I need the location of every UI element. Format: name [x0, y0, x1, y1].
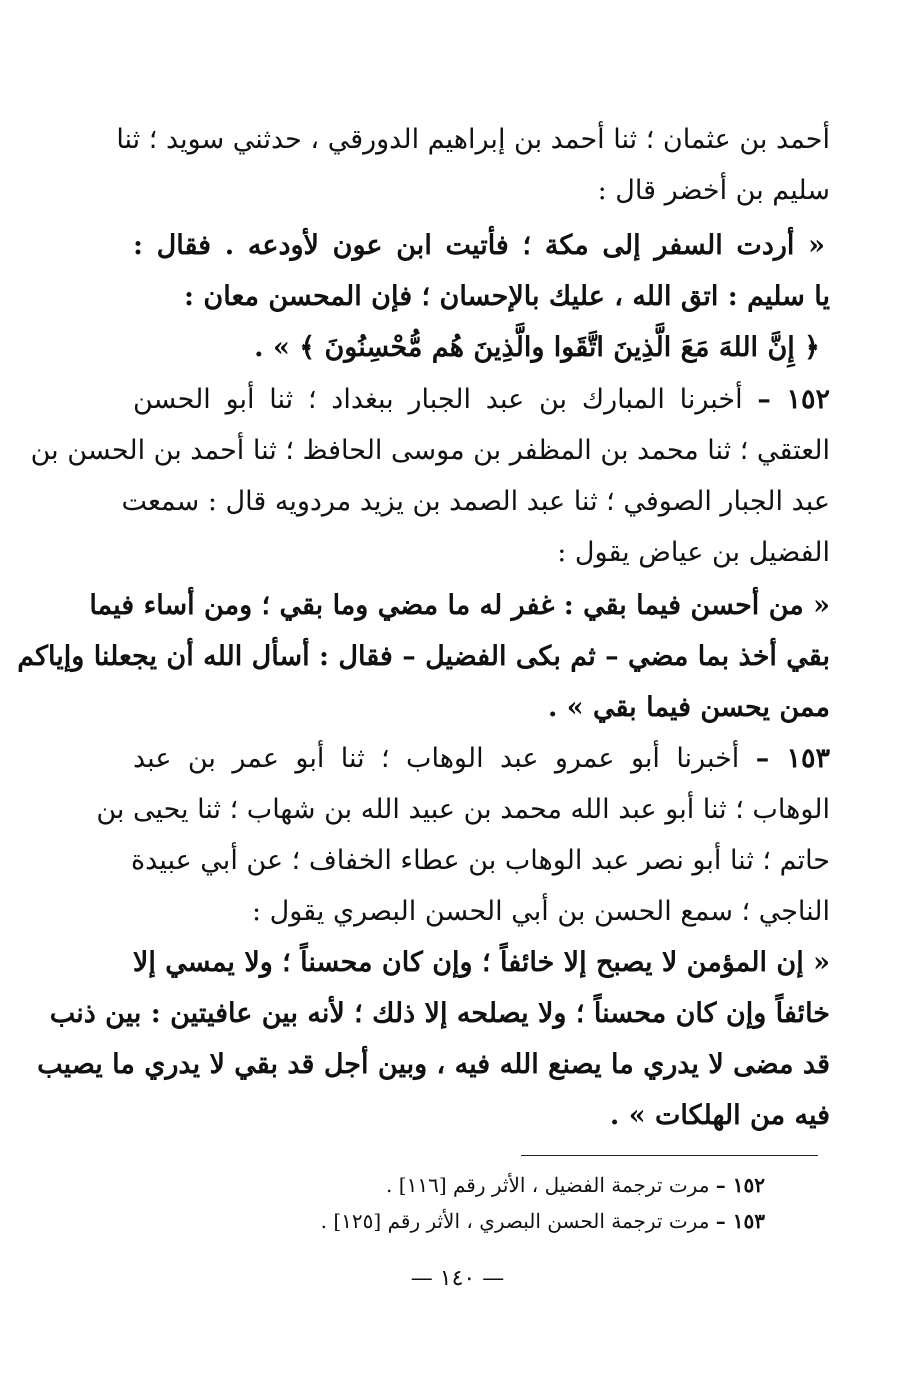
page-number: — ١٤٠ — [410, 1266, 505, 1291]
text-line: الوهاب ؛ ثنا أبو عبد الله محمد بن عبيد الله بن شهاب ؛ ثنا يحيى بن [96, 794, 830, 825]
quote-line: قد مضى لا يدري ما يصنع الله فيه ، وبين أجل قد بقي لا يدري ما يصيب [37, 1049, 830, 1080]
quote-line: « من أحسن فيما بقي : غفر له ما مضي وما بقي ؛ ومن أساء فيما [89, 590, 830, 621]
quote-line: « أردت السفر إلى مكة ؛ فأتيت ابن عون لأودعه . فقال : [133, 230, 825, 261]
quran-verse-line: ﴿ إِنَّ اللهَ مَعَ الَّذِينَ اتَّقَوا والَّذِينَ هُم مُّحْسِنُونَ ﴾ » . [254, 332, 820, 363]
narration-152-first-line [133, 380, 830, 424]
text-line: أحمد بن عثمان ؛ ثنا أحمد بن إبراهيم الدورقي ، حدثني سويد ؛ ثنا [116, 124, 830, 155]
text-segment: أخبرنا المبارك بن عبد الجبار ببغداد ؛ ثنا أبو الحسن [133, 384, 743, 415]
narration-number-152: ١٥٢ – [757, 384, 830, 415]
footnote-text: مرت ترجمة الحسن البصري ، الأثر رقم [١٢٥] . [320, 1209, 710, 1233]
text-segment: أخبرنا أبو عمرو عبد الوهاب ؛ ثنا أبو عمر بن عبد [133, 743, 740, 774]
quote-line: خائفاً وإن كان محسناً ؛ ولا يصلحه إلا ذلك ؛ لأنه بين عافيتين : بين ذنب [49, 998, 830, 1029]
narration-153-first-line [133, 739, 830, 783]
footnote-153 [200, 1206, 765, 1238]
quote-line: فيه من الهلكات » . [609, 1100, 830, 1131]
text-line: العتقي ؛ ثنا محمد بن المظفر بن موسى الحافظ ؛ ثنا أحمد بن الحسن بن [30, 435, 830, 466]
footnote-number: ١٥٢ – [715, 1173, 765, 1197]
text-line: حاتم ؛ ثنا أبو نصر عبد الوهاب بن عطاء الخفاف ؛ عن أبي عبيدة [131, 845, 830, 876]
footnote-text: مرت ترجمة الفضيل ، الأثر رقم [١١٦] . [386, 1173, 710, 1197]
quote-line: ممن يحسن فيما بقي » . [547, 692, 830, 723]
footnote-152 [200, 1170, 765, 1202]
quote-line: « إن المؤمن لا يصبح إلا خائفاً ؛ وإن كان محسناً ؛ ولا يمسي إلا [132, 947, 830, 978]
quote-line: بقي أخذ بما مضي – ثم بكى الفضيل – فقال : أسأل الله أن يجعلنا وإياكم [17, 641, 830, 672]
text-line: الناجي ؛ سمع الحسن بن أبي الحسن البصري يقول : [251, 896, 830, 927]
text-line: الفضيل بن عياض يقول : [557, 537, 830, 568]
text-line: عبد الجبار الصوفي ؛ ثنا عبد الصمد بن يزيد مردويه قال : سمعت [121, 486, 830, 517]
quote-line: يا سليم : اتق الله ، عليك بالإحسان ؛ فإن المحسن معان : [184, 281, 830, 312]
footnote-number: ١٥٣ – [715, 1209, 765, 1233]
text-line: سليم بن أخضر قال : [597, 175, 830, 206]
narration-number-153: ١٥٣ – [755, 743, 830, 774]
footnote-divider [521, 1155, 818, 1156]
